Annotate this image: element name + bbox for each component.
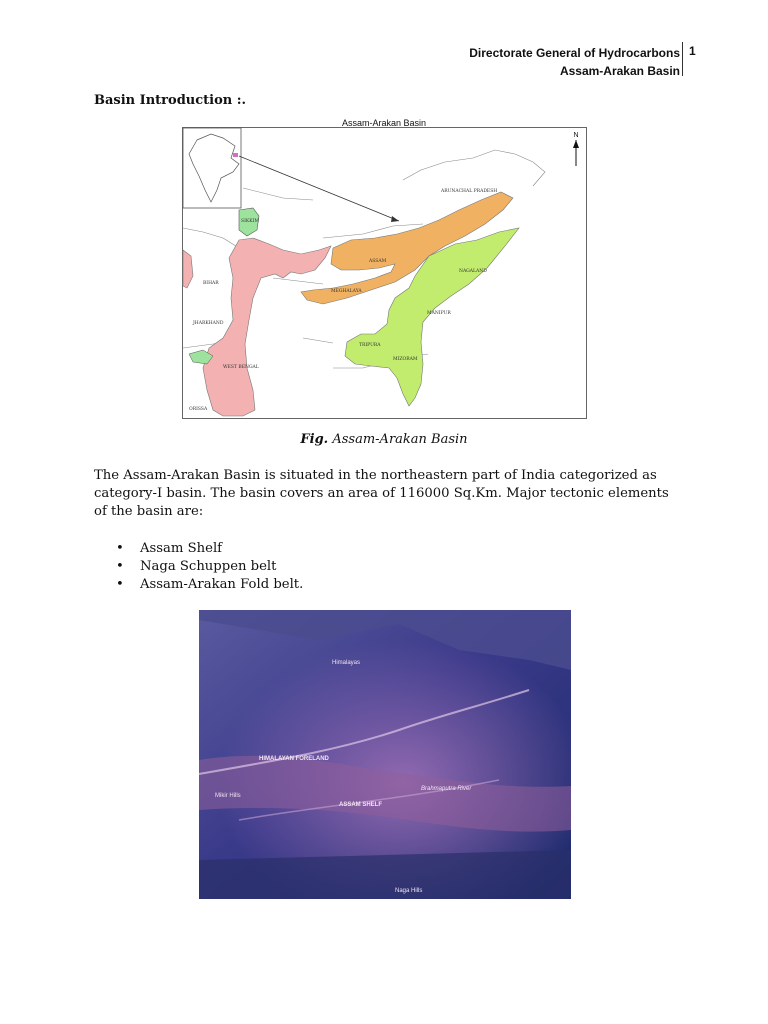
label-himalayas: Himalayas [332, 660, 361, 666]
label-manipur: MANIPUR [427, 311, 451, 316]
caption-text: Assam-Arakan Basin [332, 432, 468, 447]
pointer-line [239, 156, 399, 221]
region-west-bengal [203, 238, 331, 416]
section-title: Basin Introduction :. [94, 93, 247, 108]
label-shelf: ASSAM SHELF [339, 802, 383, 808]
label-arunachal: ARUNACHAL PRADESH [441, 189, 498, 194]
north-label: N [573, 132, 579, 139]
label-naga: Naga Hills [395, 888, 423, 894]
label-nagaland: NAGALAND [459, 269, 487, 274]
page-number: 1 [689, 44, 696, 58]
region-bihar-edge [183, 250, 193, 288]
satellite-photo [199, 610, 571, 899]
header-org: Directorate General of Hydrocarbons [469, 46, 680, 60]
list-item: • Assam Shelf [116, 540, 303, 558]
north-arrow-head-icon [573, 140, 579, 148]
intro-paragraph: The Assam-Arakan Basin is situated in the northeastern part of India categorized as category-I basin. The basin covers an area of 116000 Sq.Km. Major tectonic elements of the basin are: [94, 468, 669, 519]
label-brahmaputra: Brahmaputra River [421, 786, 472, 792]
basin-map [183, 118, 586, 418]
list-item: • Assam-Arakan Fold belt. [116, 576, 303, 594]
figure-caption [0, 432, 768, 447]
tectonic-elements-list [116, 540, 303, 594]
label-west-bengal: WEST BENGAL [223, 365, 259, 370]
satellite-image [199, 610, 571, 899]
label-bihar: BIHAR [203, 281, 219, 286]
caption-fig-label: Fig. [300, 432, 329, 447]
header-basin: Assam-Arakan Basin [559, 64, 680, 78]
list-item: • Naga Schuppen belt [116, 558, 303, 576]
label-mizoram: MIZORAM [393, 357, 418, 362]
label-foreland: HIMALAYAN FORELAND [259, 756, 329, 762]
inset-basin-marker [233, 153, 238, 157]
basin-map-figure [182, 118, 587, 419]
label-tripura: TRIPURA [359, 343, 381, 348]
header-divider [682, 42, 683, 76]
page-header [469, 44, 680, 80]
label-sikkim: SIKKIM [241, 219, 259, 224]
label-jharkhand: JHARKHAND [193, 321, 224, 326]
label-orissa: ORISSA [189, 407, 208, 412]
label-assam: ASSAM [369, 259, 387, 264]
pointer-arrow-icon [391, 216, 399, 222]
map-title: Assam-Arakan Basin [341, 118, 427, 128]
label-meghalaya: MEGHALAYA [331, 289, 362, 294]
label-mikir: Mikir Hills [215, 793, 241, 799]
